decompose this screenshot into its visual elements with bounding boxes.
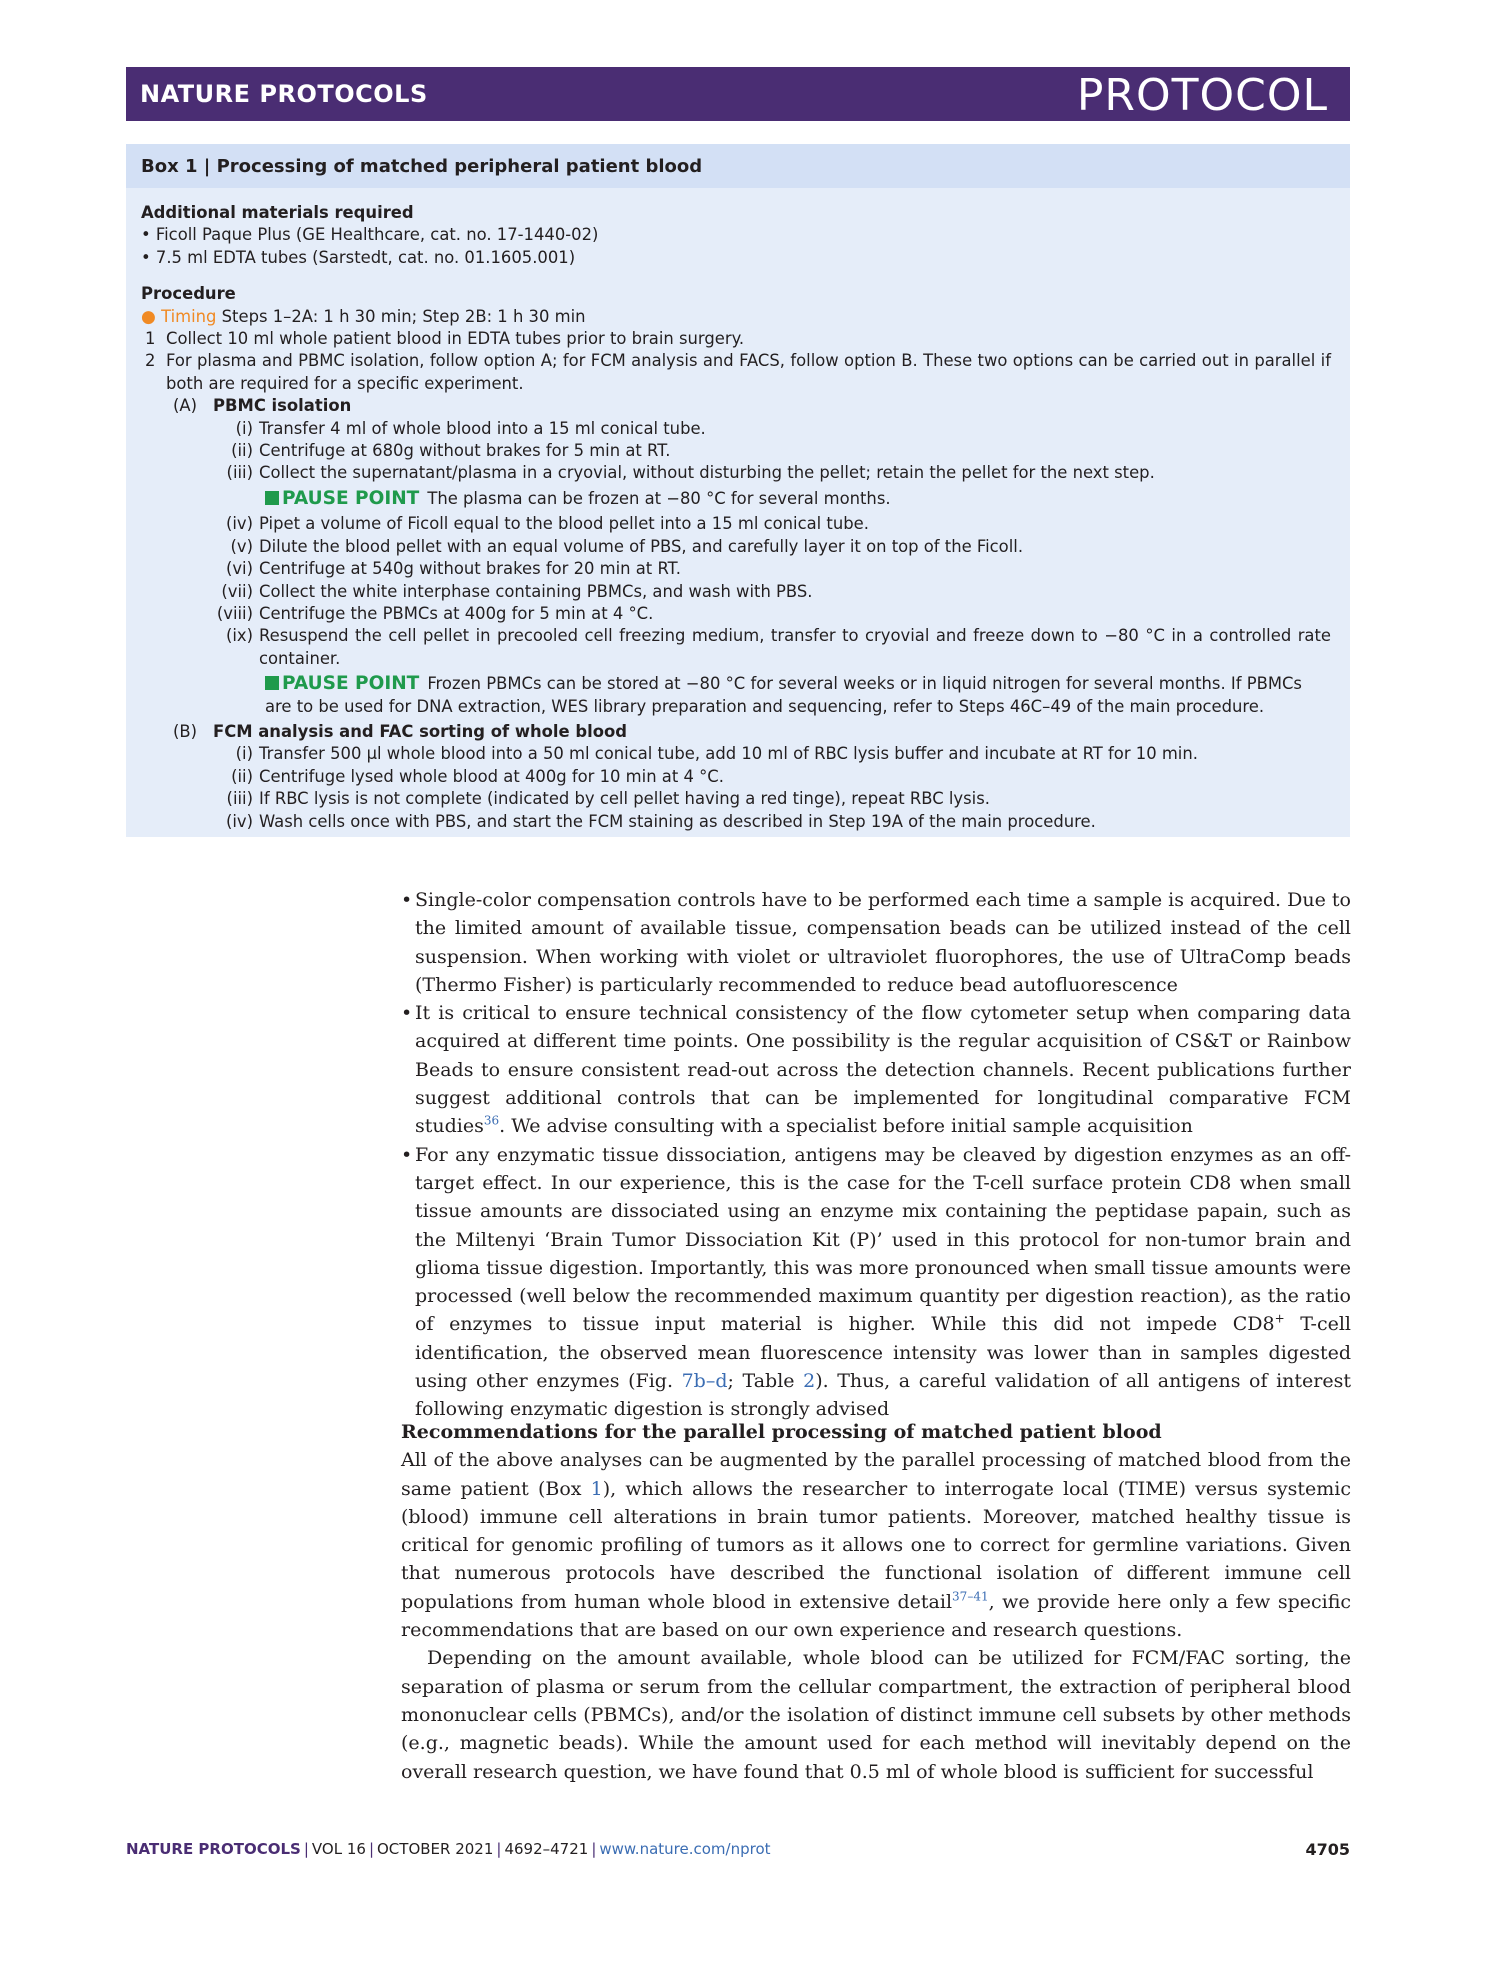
page-number: 4705: [1305, 1840, 1350, 1859]
material-item: • 7.5 ml EDTA tubes (Sarstedt, cat. no. 01.1605.001): [141, 247, 576, 267]
footer-pages: 4692–4721: [504, 1840, 589, 1858]
pause-point-2: PAUSE POINT Frozen PBMCs can be stored at −80 °C for several weeks or in liquid nitrogen for several months. If PBMCs are to be used for DNA extraction, WES library preparation and sequencing, refer to Steps 46C–49 of the main procedure.: [265, 673, 1302, 716]
option-b-heading: (B) FCM analysis and FAC sorting of whole blood: [173, 721, 627, 741]
substep: (i) Transfer 4 ml of whole blood into a 15 ml conical tube.: [235, 418, 706, 438]
substep: (vi) Centrifuge at 540g without brakes for 20 min at RT.: [225, 559, 681, 579]
paragraph: Depending on the amount available, whole blood can be utilized for FCM/FAC sorting, the separation of plasma or serum from the cellular compartment, the extraction of peripheral blood mononuclear cells (PBMCs), and/or the isolation of distinct immune cell subsets by other methods (e.g., magnetic beads). While the amount used for each method will inevitably depend on the overall research question, we have found that 0.5 ml of whole blood is sufficient for successful: [401, 1647, 1351, 1783]
footer-date: OCTOBER 2021: [377, 1840, 494, 1858]
bullet-item: • For any enzymatic tissue dissociation, antigens may be cleaved by digestion enzymes as an off-target effect. In our experience, this is the case for the T-cell surface protein CD8 when small tissue amounts are dissociated using an enzyme mix containing the peptidase papain, such as the Miltenyi ‘Brain Tumor Dissociation Kit (P)’ used in this protocol for non-tumor brain and glioma tissue digestion. Importantly, this was more pronounced when small tissue amounts were processed (well below the recommended maximum quantity per digestion reaction), as the ratio of enzymes to tissue input material is higher. While this did not impede CD8+ T-cell identification, the observed mean fluorescence intensity was lower than in samples digested using other enzymes (Fig. 7b–d; Table 2). Thus, a careful validation of all antigens of interest following enzymatic digestion is strongly advised: [401, 1141, 1351, 1424]
substep: (viii) Centrifuge the PBMCs at 400g for 5 min at 4 °C.: [216, 603, 654, 623]
timing-label: Timing: [161, 306, 217, 326]
table-link[interactable]: 2: [803, 1370, 816, 1393]
page-header: [126, 67, 1350, 121]
pause-point-icon: [265, 491, 279, 505]
substep: (ix) Resuspend the cell pellet in precooled cell freezing medium, transfer to cryovial and freeze down to −80 °C in a controlled rate container.: [225, 626, 1331, 668]
section-heading: Recommendations for the parallel processing of matched patient blood: [401, 1421, 1162, 1443]
box-title: Box 1 | Processing of matched peripheral patient blood: [141, 156, 703, 177]
journal-title: NATURE PROTOCOLS: [140, 80, 428, 108]
recommendations-section: [401, 1418, 1351, 1786]
substep: (ii) Centrifuge at 680g without brakes for 5 min at RT.: [231, 441, 671, 461]
substep: (iv) Wash cells once with PBS, and start the FCM staining as described in Step 19A of the main procedure.: [225, 811, 1096, 831]
substep: (vii) Collect the white interphase containing PBMCs, and wash with PBS.: [221, 581, 813, 601]
bullet-list: [401, 886, 1351, 1424]
box-link[interactable]: 1: [590, 1477, 603, 1500]
bullet-item: • It is critical to ensure technical consistency of the flow cytometer setup when comparing data acquired at different time points. One possibility is the regular acquisition of CS&T or Rainbow Beads to ensure consistent read-out across the detection channels. Recent publications further suggest additional controls that can be implemented for longitudinal comparative FCM studies$^{36}$. We advise consulting with a specialist before initial sample acquisition: [401, 999, 1351, 1140]
timing-icon: ●: [141, 306, 156, 327]
pause-point-1: PAUSE POINT The plasma can be frozen at −80 °C for several months.: [141, 488, 1331, 510]
substep: (iii) Collect the supernatant/plasma in a cryovial, without disturbing the pellet; retain the pellet for the next step.: [226, 463, 1155, 483]
paragraph: All of the above analyses can be augmented by the parallel processing of matched blood from the same patient (Box 1), which allows the researcher to interrogate local (TIME) versus systemic (blood) immune cell alterations in brain tumor patients. Moreover, matched healthy tissue is critical for genomic profiling of tumors as it allows one to correct for germline variations. Given that numerous protocols have described the functional isolation of different immune cell populations from human whole blood in extensive detail$^{37-41}$, we provide here only a few specific recommendations that are based on our own experience and research questions.: [401, 1449, 1352, 1642]
page-footer: NATURE PROTOCOLS | VOL 16 | OCTOBER 2021 | 4692–4721 | www.nature.com/nprot 4705: [126, 1840, 1350, 1859]
figure-link[interactable]: 7b–d: [681, 1370, 728, 1393]
substep: (i) Transfer 500 µl whole blood into a 50 ml conical tube, add 10 ml of RBC lysis buffer and incubate at RT for 10 min.: [235, 744, 1198, 764]
citation-link[interactable]: 37–41: [952, 1589, 989, 1604]
box-header: [126, 144, 1350, 188]
box-1: [126, 144, 1350, 837]
footer-journal: NATURE PROTOCOLS: [126, 1840, 301, 1858]
option-a-heading: (A) PBMC isolation: [173, 396, 352, 416]
timing-line: ● Timing Steps 1–2A: 1 h 30 min; Step 2B: 1 h 30 min: [141, 306, 586, 327]
citation-link[interactable]: 36: [483, 1114, 500, 1129]
material-item: • Ficoll Paque Plus (GE Healthcare, cat. no. 17-1440-02): [141, 225, 599, 245]
substep: (ii) Centrifuge lysed whole blood at 400g for 10 min at 4 °C.: [231, 766, 724, 786]
substep: (iii) If RBC lysis is not complete (indicated by cell pellet having a red tinge), repeat RBC lysis.: [226, 789, 990, 809]
box-content: [141, 202, 1331, 833]
step-1: 1 Collect 10 ml whole patient blood in EDTA tubes prior to brain surgery.: [145, 329, 745, 349]
pause-point-icon: [265, 676, 279, 690]
section-label: PROTOCOL: [1076, 70, 1328, 121]
substep: (v) Dilute the blood pellet with an equal volume of PBS, and carefully layer it on top of the Ficoll.: [230, 536, 1024, 556]
substep: (iv) Pipet a volume of Ficoll equal to the blood pellet into a 15 ml conical tube.: [225, 514, 869, 534]
step-2: 2 For plasma and PBMC isolation, follow option A; for FCM analysis and FACS, follow option B. These two options can be carried out in parallel if both are required for a specific experiment.: [145, 351, 1331, 393]
materials-heading: Additional materials required: [141, 203, 414, 222]
footer-volume: VOL 16: [311, 1840, 366, 1858]
procedure-heading: Procedure: [141, 284, 236, 304]
bullet-item: • Single-color compensation controls have to be performed each time a sample is acquired. Due to the limited amount of available tissue, compensation beads can be utilized instead of the cell suspension. When working with violet or ultraviolet fluorophores, the use of UltraComp beads (Thermo Fisher) is particularly recommended to reduce bead autofluorescence: [401, 886, 1351, 999]
footer-url[interactable]: www.nature.com/nprot: [599, 1840, 771, 1858]
